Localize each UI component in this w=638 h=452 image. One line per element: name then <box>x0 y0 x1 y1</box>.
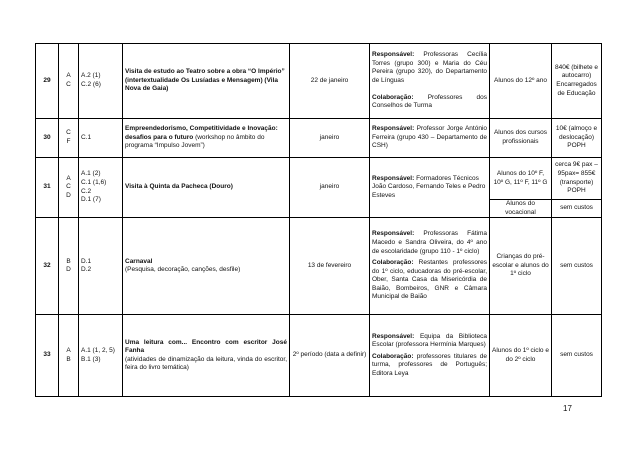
activity-target: Crianças do pré-escolar e alunos do 1º ciclo <box>490 218 552 315</box>
activity-letters: C F <box>59 119 79 158</box>
activity-number: 32 <box>36 218 59 315</box>
activity-target: Alunos do 1º ciclo e do 2º ciclo <box>490 315 552 397</box>
activity-codes: D.1 D.2 <box>79 218 123 315</box>
activity-codes: C.1 <box>79 119 123 158</box>
table-row <box>36 158 602 200</box>
table-row <box>36 315 602 397</box>
activity-target: Alunos do 10º F, 10º G, 11º F, 11º G <box>490 158 552 200</box>
activity-cost: 840€ (bilhete e autocarro) Encarregados de Educação <box>552 44 602 119</box>
activity-number: 29 <box>36 44 59 119</box>
activity-letters: A B <box>59 315 79 397</box>
activity-responsible: Responsável: Formadores Técnicos João Cardoso, Fernando Teles e Pedro Esteves <box>370 158 490 218</box>
activity-description: Visita de estudo ao Teatro sobre a obra “O Império” (intertextualidade Os Lusíadas e Mensagem) (Vila Nova de Gaia) <box>123 44 290 119</box>
activity-description: Uma leitura com... Encontro com escritor José Fanha (atividades de dinamização da leitura, vinda do escritor, feira do livro temática) <box>123 315 290 397</box>
activity-codes: A.1 (2) C.1 (1,6) C.2 D.1 (7) <box>79 158 123 218</box>
activity-responsible: Responsável: Professor Jorge António Ferreira (grupo 430 – Departamento de CSH) <box>370 119 490 158</box>
activity-description: Empreendedorismo, Competitividade e Inovação: desafios para o futuro (workshop no âmbito do programa “Impulso Jovem”) <box>123 119 290 158</box>
table-row <box>36 218 602 315</box>
activity-date: janeiro <box>290 119 370 158</box>
activity-letters: A C D <box>59 158 79 218</box>
activity-description: Visita à Quinta da Pacheca (Douro) <box>123 158 290 218</box>
activity-target: Alunos do 12º ano <box>490 44 552 119</box>
activities-table <box>35 43 602 397</box>
activity-cost: sem custos <box>552 200 602 218</box>
activity-number: 31 <box>36 158 59 218</box>
activity-cost: sem custos <box>552 218 602 315</box>
table-row <box>36 44 602 119</box>
activity-description: Carnaval (Pesquisa, decoração, canções, desfile) <box>123 218 290 315</box>
activity-cost: sem custos <box>552 315 602 397</box>
activity-codes: A.1 (1, 2, 5) B.1 (3) <box>79 315 123 397</box>
activity-date: 22 de janeiro <box>290 44 370 119</box>
activity-target: Alunos do vocacional <box>490 200 552 218</box>
activity-date: 2º período (data a definir) <box>290 315 370 397</box>
activity-cost: 10€ (almoço e deslocação) POPH <box>552 119 602 158</box>
page-number: 17 <box>563 404 572 413</box>
activity-responsible: Responsável: Professoras Fátima Macedo e Sandra Oliveira, do 4º ano de escolaridade (grupo 110 - 1º ciclo) Colaboração: Restantes professores do 1º ciclo, educadoras do pré-escolar, Ober, Santa Casa da Misericórdia de Baião, Bombeiros, GNR e Câmara Municipal de Baião <box>370 218 490 315</box>
activity-number: 33 <box>36 315 59 397</box>
activity-cost: cerca 9€ pax – 95pax= 855€ (transporte) POPH <box>552 158 602 200</box>
activity-target: Alunos dos cursos profissionais <box>490 119 552 158</box>
activity-letters: A C <box>59 44 79 119</box>
activity-responsible: Responsável: Professoras Cecília Torres (grupo 300) e Maria do Céu Pereira (grupo 320), do Departamento de Línguas Colaboração: Professores dos Conselhos de Turma <box>370 44 490 119</box>
table-row <box>36 119 602 158</box>
activity-date: janeiro <box>290 158 370 218</box>
activity-responsible: Responsável: Equipa da Biblioteca Escolar (professora Hermínia Marques) Colaboração: professores titulares de turma, professores de Português; Editora Leya <box>370 315 490 397</box>
activity-letters: B D <box>59 218 79 315</box>
activity-number: 30 <box>36 119 59 158</box>
activity-codes: A.2 (1) C.2 (6) <box>79 44 123 119</box>
activity-date: 13 de fevereiro <box>290 218 370 315</box>
